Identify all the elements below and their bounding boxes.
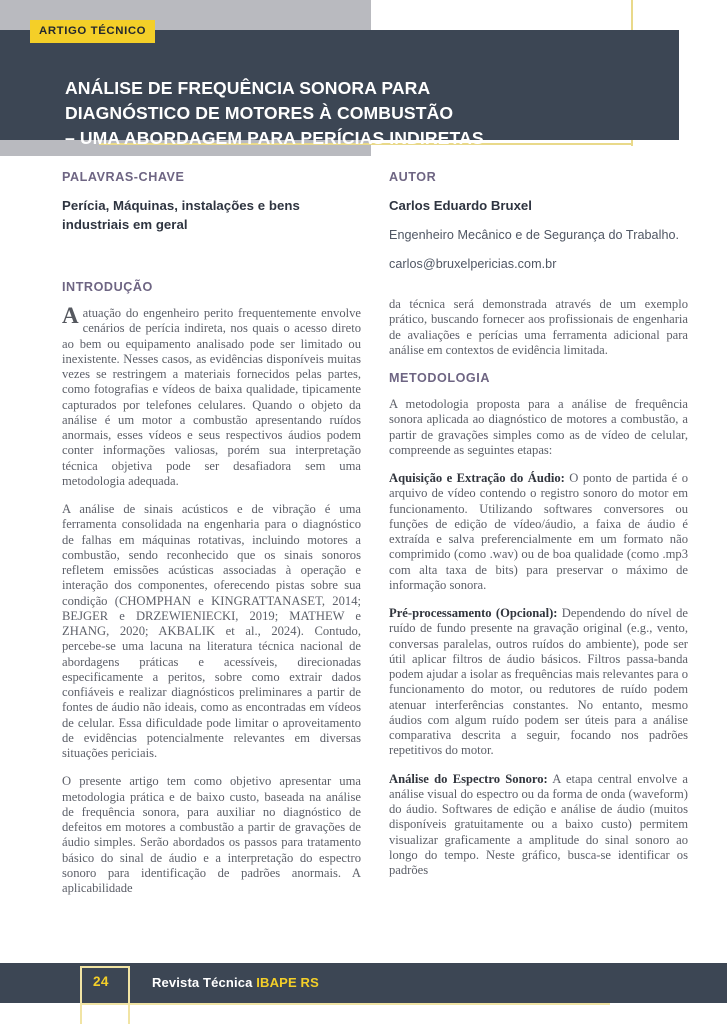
author-heading: AUTOR <box>389 170 437 184</box>
column-spacer <box>389 273 688 297</box>
methodology-step-2 <box>389 606 688 759</box>
introduction-continued: da técnica será demonstrada através de um exemplo prático, buscando fornecer aos profissionais de engenharia de avaliações e perícias uma ferramenta adicional para análise em contextos de evidência limitada. <box>389 297 688 357</box>
methodology-heading: METODOLOGIA <box>389 371 490 385</box>
introduction-paragraph-1: Aatuação do engenheiro perito frequentemente envolve cenários de perícia indireta, nos quais o acesso direto ao bem ou equipamento analisado pode ser limitado ou inexistente. Nesses casos, as evidências disponíveis muitas vezes se restringem a materiais fornecidos pelas partes, como fotografias e vídeos de baixa qualidade, tipicamente capturados por telefones celulares. Quando o objeto da análise é um motor a combustão apresentando ruídos anormais, esses vídeos e seus respectivos áudios podem conter informações valiosas, porém sua interpretação técnica objetiva pode ser desafiadora sem uma metodologia adequada. <box>62 303 361 488</box>
article-type-badge: ARTIGO TÉCNICO <box>30 20 155 43</box>
page-title <box>65 76 665 151</box>
column-spacer <box>62 234 361 280</box>
methodology-step-3-text: A etapa central envolve a análise visual do espectro ou da forma de onda (waveform) do áudio. Softwares de edição e análise de áudio (muitos disponíveis gratuitamente ou a baixo custo) permitem visualizar graficamente a amplitude do sinal sonoro ao longo do tempo. Neste gráfico, busca-se identificar os padrões <box>389 771 688 877</box>
keywords-text: Perícia, Máquinas, instalações e bens industriais em geral <box>62 198 300 232</box>
footer-magazine-brand: IBAPE RS <box>256 975 319 990</box>
left-column <box>62 170 361 896</box>
footer-magazine-name: Revista Técnica <box>152 975 257 990</box>
methodology-step-1-text: O ponto de partida é o arquivo de vídeo contendo o registro sonoro do motor em funcionamento. Utilizando softwares conversores ou funções de edição de vídeo/áudio, a faixa de áudio é extraída e salva preferencialmente em um formato não comprimido (como .wav) ou de boa qualidade (como .mp3 com alta taxa de bits) para preservar o máximo de informação sonora. <box>389 471 688 592</box>
methodology-step-3-label: Análise do Espectro Sonoro: <box>389 771 548 786</box>
footer-magazine-title <box>152 975 319 990</box>
author-role: Engenheiro Mecânico e de Segurança do Trabalho. <box>389 228 680 242</box>
introduction-heading: INTRODUÇÃO <box>62 280 153 294</box>
right-column <box>389 170 688 878</box>
author-name: Carlos Eduardo Bruxel <box>389 198 532 213</box>
footer-accent-bottom-line <box>80 1003 610 1005</box>
footer-accent-top-line <box>80 966 130 968</box>
methodology-paragraph-1: A metodologia proposta para a análise de frequência sonora aplicada ao diagnóstico de motores a combustão, a partir de gravações simples como as de vídeo de celular, compreende as seguintes etapas: <box>389 397 688 457</box>
footer-page-number: 24 <box>93 974 109 989</box>
header-dark-block <box>0 30 679 148</box>
page-title-line-1: ANÁLISE DE FREQUÊNCIA SONORA PARA <box>65 78 431 98</box>
footer-accent-vertical-left <box>80 966 82 1024</box>
methodology-step-1 <box>389 471 688 593</box>
methodology-step-2-label: Pré-processamento (Opcional): <box>389 606 558 620</box>
page-title-line-3: – UMA ABORDAGEM PARA PERÍCIAS INDIRETAS <box>65 128 484 148</box>
introduction-paragraph-2: A análise de sinais acústicos e de vibração é uma ferramenta consolidada na engenharia para o diagnóstico de falhas em máquinas rotativas, incluindo motores a combustão, sendo reconhecido que os sinais sonoros refletem emissões acústicas associadas à operação e interação dos componentes, oferecendo pistas sobre sua condição (CHOMPHAN e KINGRATTANASET, 2014; BEJGER e DRZEWIENIECKI, 2019; MATHEW e ZHANG, 2020; AKBALIK et al., 2024). Contudo, percebe-se uma lacuna na literatura técnica nacional de abordagens práticas e acessíveis, direcionadas especificamente a peritos, sobre como extrair dados confiáveis e realizar diagnósticos preliminares a partir de fontes de áudio não ideais, como as encontradas em vídeos de celular. Essa dificuldade pode limitar o aproveitamento de evidências potencialmente relevantes em diversas situações periciais. <box>62 502 361 760</box>
footer-bar <box>0 963 727 1003</box>
introduction-paragraph-3: O presente artigo tem como objetivo apresentar uma metodologia prática e de baixo custo, baseada na análise de frequência sonora, para auxiliar no diagnóstico de defeitos em motores a combustão a partir de gravações de áudio simples. Serão abordados os passos para tratamento básico do sinal de áudio e a interpretação do espectro sonoro para identificação de padrões anormais. A aplicabilidade <box>62 774 361 895</box>
author-email[interactable]: carlos@bruxelpericias.com.br <box>389 257 557 271</box>
page-title-line-2: DIAGNÓSTICO DE MOTORES À COMBUSTÃO <box>65 103 454 123</box>
keywords-heading: PALAVRAS-CHAVE <box>62 170 185 184</box>
footer-accent-vertical-right <box>128 966 130 1024</box>
methodology-step-1-label: Aquisição e Extração do Áudio: <box>389 471 565 485</box>
methodology-step-2-text: Dependendo do nível de ruído de fundo presente na gravação original (e.g., vento, conversas paralelas, outros ruídos do ambiente), pode ser útil aplicar filtros de áudio básicos. Filtros passa-banda podem ajudar a isolar as frequências mais relevantes para o funcionamento do motor, ou redutores de ruído podem atenuar interferências constantes. No entanto, mesmo áudios com algum ruído podem ser úteis para a análise comparativa descrita a seguir, focando nos padrões repetitivos do motor. <box>389 606 688 758</box>
methodology-step-3 <box>389 772 688 879</box>
